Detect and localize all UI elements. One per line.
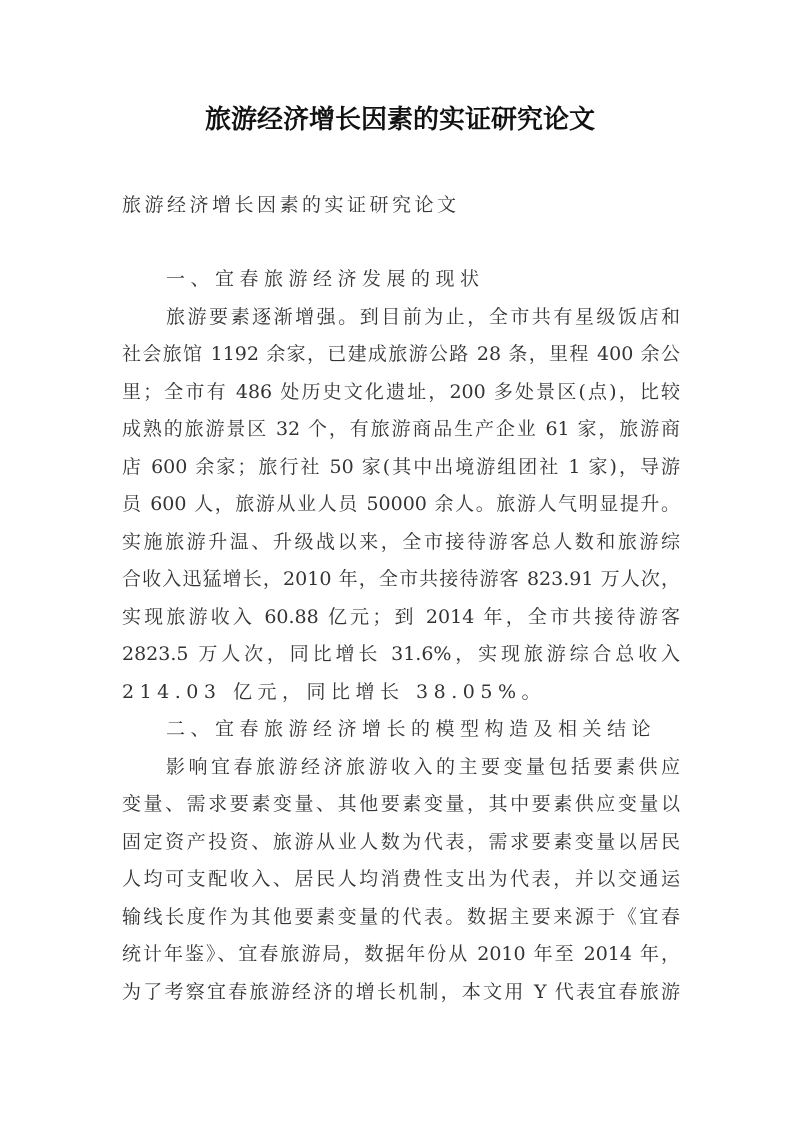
document-title: 旅游经济增长因素的实证研究论文 [204, 105, 595, 135]
paragraph-line: 成熟的旅游景区 32 个，有旅游商品生产企业 61 家，旅游商 [122, 418, 680, 440]
paragraph-line: 为了考察宜春旅游经济的增长机制，本文用 Y 代表宜春旅游 [122, 980, 680, 1003]
paragraph-line: 员 600 人，旅游从业人员 50000 余人。旅游人气明显提升。 [122, 493, 680, 515]
document-body [122, 261, 680, 1011]
section-heading: 二、宜春旅游经济增长的模型构造及相关结论 [166, 718, 657, 740]
paragraph-line: 实施旅游升温、升级战以来，全市接待游客总人数和旅游综 [122, 530, 680, 553]
paragraph-line: 214.03 亿元，同比增长 38.05%。 [122, 680, 547, 703]
paragraph-line: 里；全市有 486 处历史文化遗址，200 多处景区(点)，比较 [122, 380, 680, 403]
paragraph-line: 实现旅游收入 60.88 亿元；到 2014 年，全市共接待游客 [122, 605, 680, 628]
paragraph-line: 变量、需求要素变量、其他要素变量，其中要素供应变量以 [122, 793, 680, 815]
paragraph-line: 固定资产投资、旅游从业人数为代表，需求要素变量以居民 [122, 830, 680, 853]
paragraph-line: 店 600 余家；旅行社 50 家(其中出境游组团社 1 家)，导游 [122, 455, 680, 478]
paragraph-line: 2823.5 万人次，同比增长 31.6%，实现旅游综合总收入 [122, 643, 680, 665]
paragraph-line: 影响宜春旅游经济旅游收入的主要变量包括要素供应 [166, 755, 680, 778]
paragraph-line: 旅游要素逐渐增强。到目前为止，全市共有星级饭店和 [166, 305, 680, 328]
paragraph-line: 社会旅馆 1192 余家，已建成旅游公路 28 条，里程 400 余公 [122, 343, 680, 365]
paragraph-line: 合收入迅猛增长，2010 年，全市共接待游客 823.91 万人次， [122, 568, 680, 590]
section-heading: 一、宜春旅游经济发展的现状 [166, 268, 485, 290]
paragraph-line: 输线长度作为其他要素变量的代表。数据主要来源于《宜春 [122, 905, 680, 928]
document-subtitle: 旅游经济增长因素的实证研究论文 [122, 194, 460, 216]
paragraph-line: 统计年鉴》、宜春旅游局，数据年份从 2010 年至 2014 年， [122, 943, 680, 965]
paragraph-line: 人均可支配收入、居民人均消费性支出为代表，并以交通运 [122, 868, 680, 890]
